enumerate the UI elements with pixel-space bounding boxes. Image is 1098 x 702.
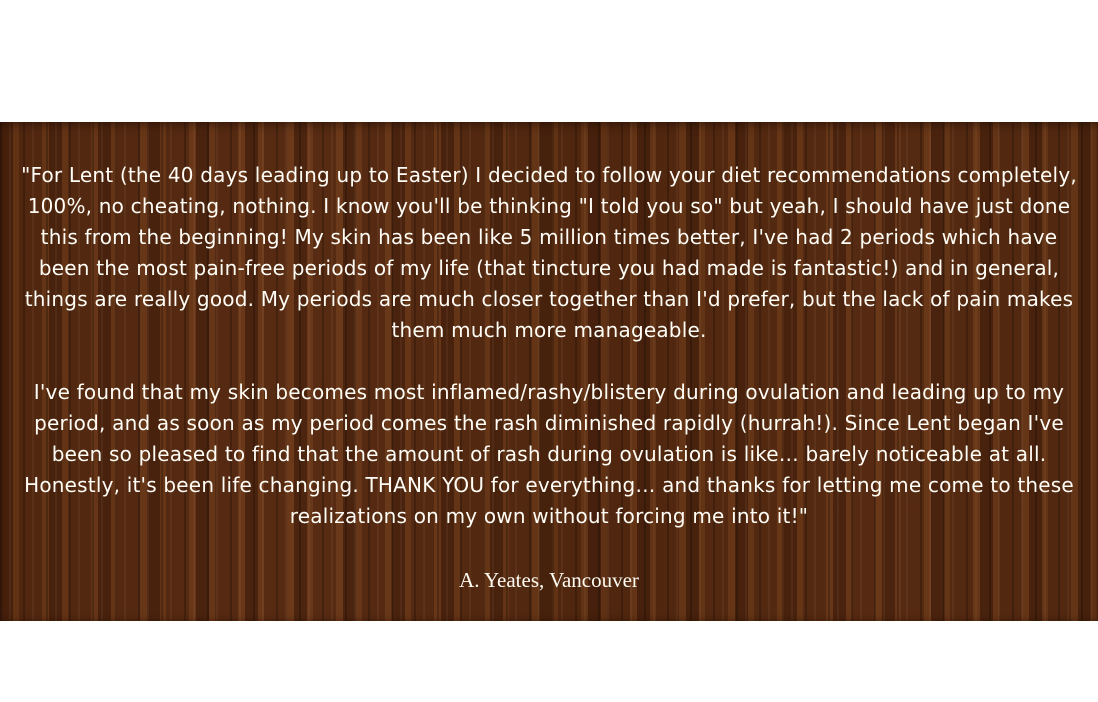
- testimonial-paragraph-2: I've found that my skin becomes most inflamed/rashy/blistery during ovulation and leading up to my period, and as soon as my period comes the rash diminished rapidly (hurrah!). Since Lent began I've been so pleased to find that the amount of rash during ovulation is like… barely noticeable at all. Honestly, it's been life changing. THANK YOU for everything… and thanks for letting me come to these realizations on my own without forcing me into it!": [24, 380, 1074, 528]
- testimonial-attribution: A. Yeates, Vancouver: [459, 568, 639, 592]
- testimonial-panel: [0, 122, 1098, 621]
- testimonial-paragraph-1: "For Lent (the 40 days leading up to Easter) I decided to follow your diet recommendations completely, 100%, no cheating, nothing. I know you'll be thinking "I told you so" but yeah, I should have just done this from the beginning! My skin has been like 5 million times better, I've had 2 periods which have been the most pain-free periods of my life (that tincture you had made is fantastic!) and in general, things are really good. My periods are much closer together than I'd prefer, but the lack of pain makes them much more manageable.: [21, 163, 1077, 342]
